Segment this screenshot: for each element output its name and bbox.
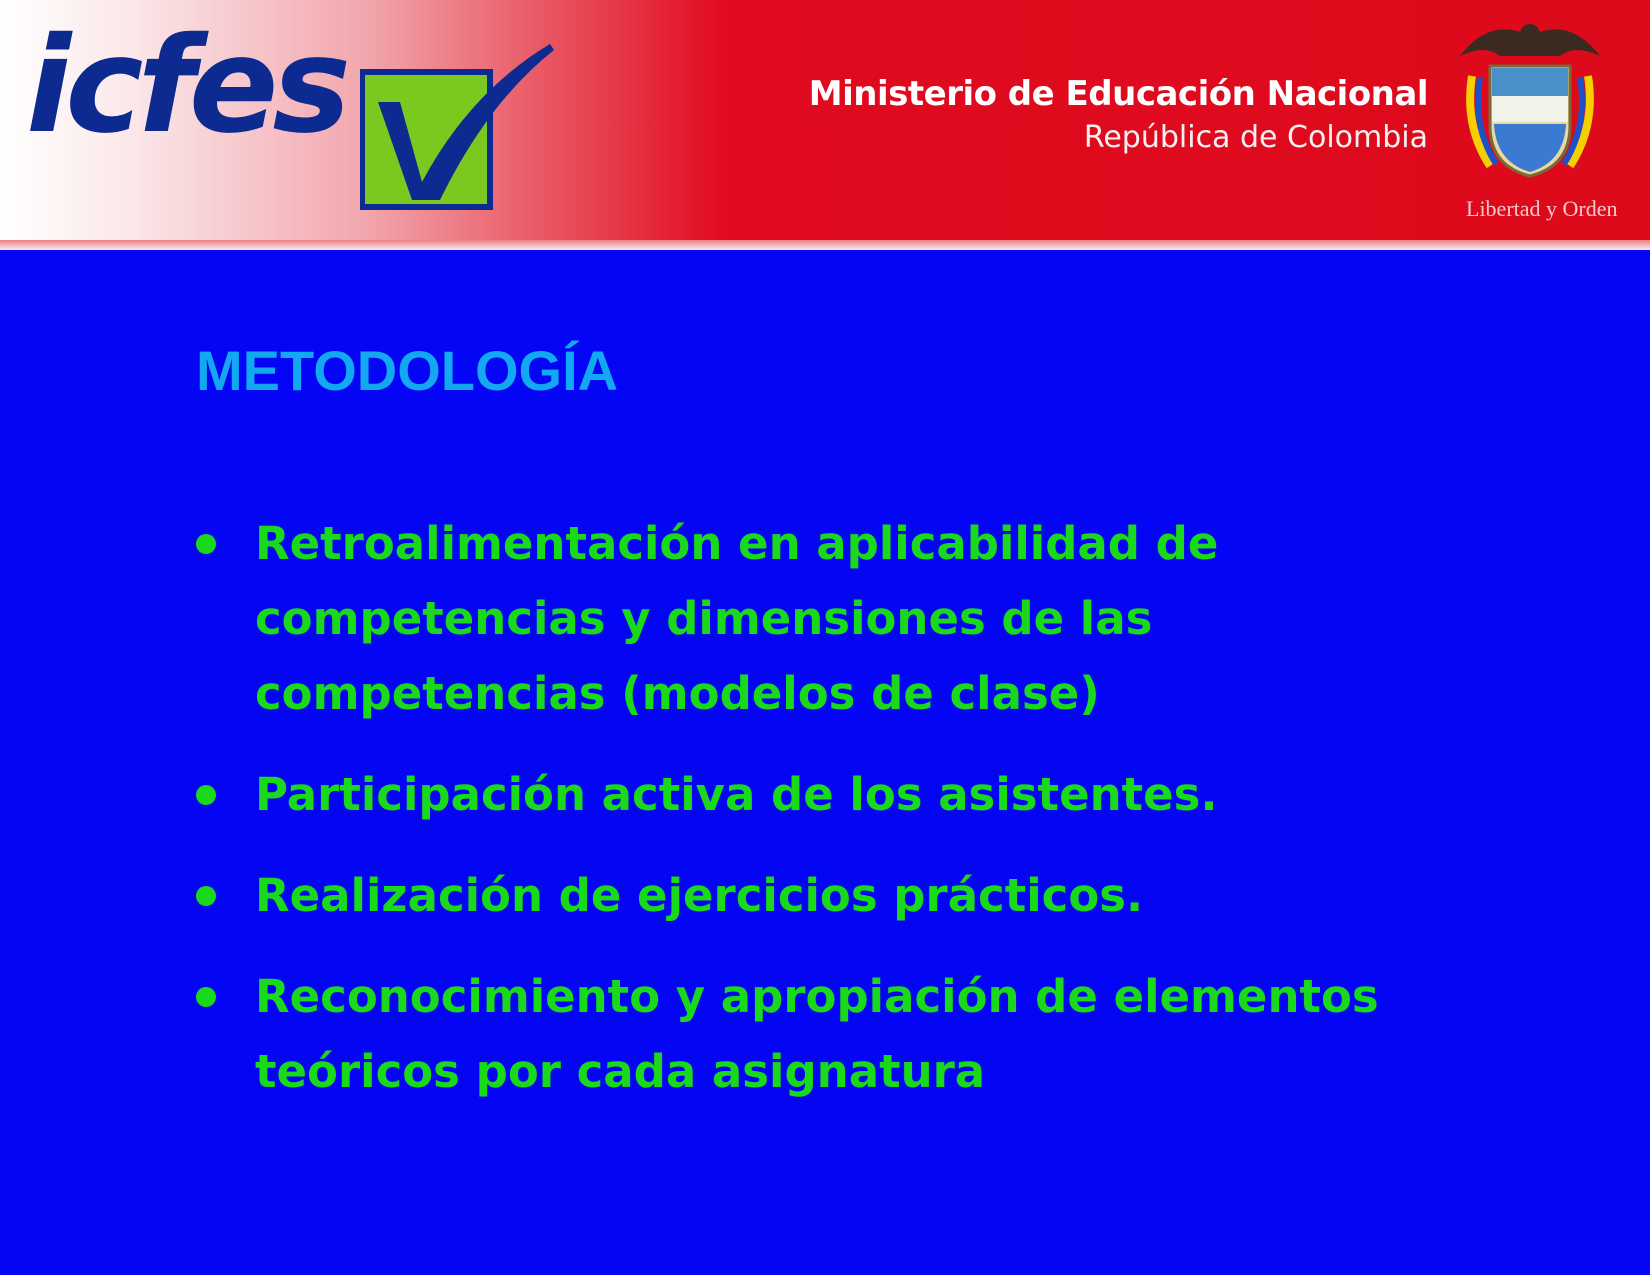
bullet-list — [196, 506, 1496, 1135]
crest-motto: Libertad y Orden — [1466, 196, 1618, 221]
bullet-item — [196, 506, 1496, 731]
ministry-label — [809, 74, 1428, 155]
bullet-dot-icon — [196, 987, 216, 1007]
bullet-item — [196, 959, 1496, 1109]
header-banner — [0, 0, 1650, 250]
country-name: República de Colombia — [1083, 120, 1428, 155]
bullet-dot-icon — [196, 886, 216, 906]
bullet-text: Reconocimiento y apropiación de elementos teóricos por cada asignatura — [255, 970, 1379, 1098]
icfes-logo-text: icfes — [26, 9, 346, 163]
slide-title: METODOLOGÍA — [196, 339, 619, 402]
coat-of-arms-icon — [1450, 16, 1610, 196]
bullet-item — [196, 757, 1496, 832]
banner-divider — [0, 240, 1650, 250]
bullet-dot-icon — [196, 534, 216, 554]
ministry-name: Ministerio de Educación Nacional — [808, 74, 1428, 114]
bullet-item — [196, 858, 1496, 933]
check-mark-box-icon — [360, 42, 560, 212]
bullet-text: Participación activa de los asistentes. — [255, 768, 1218, 821]
bullet-text: Realización de ejercicios prácticos. — [255, 869, 1144, 922]
bullet-dot-icon — [196, 785, 216, 805]
bullet-text: Retroalimentación en aplicabilidad de competencias y dimensiones de las competencias (modelos de clase) — [255, 517, 1219, 720]
